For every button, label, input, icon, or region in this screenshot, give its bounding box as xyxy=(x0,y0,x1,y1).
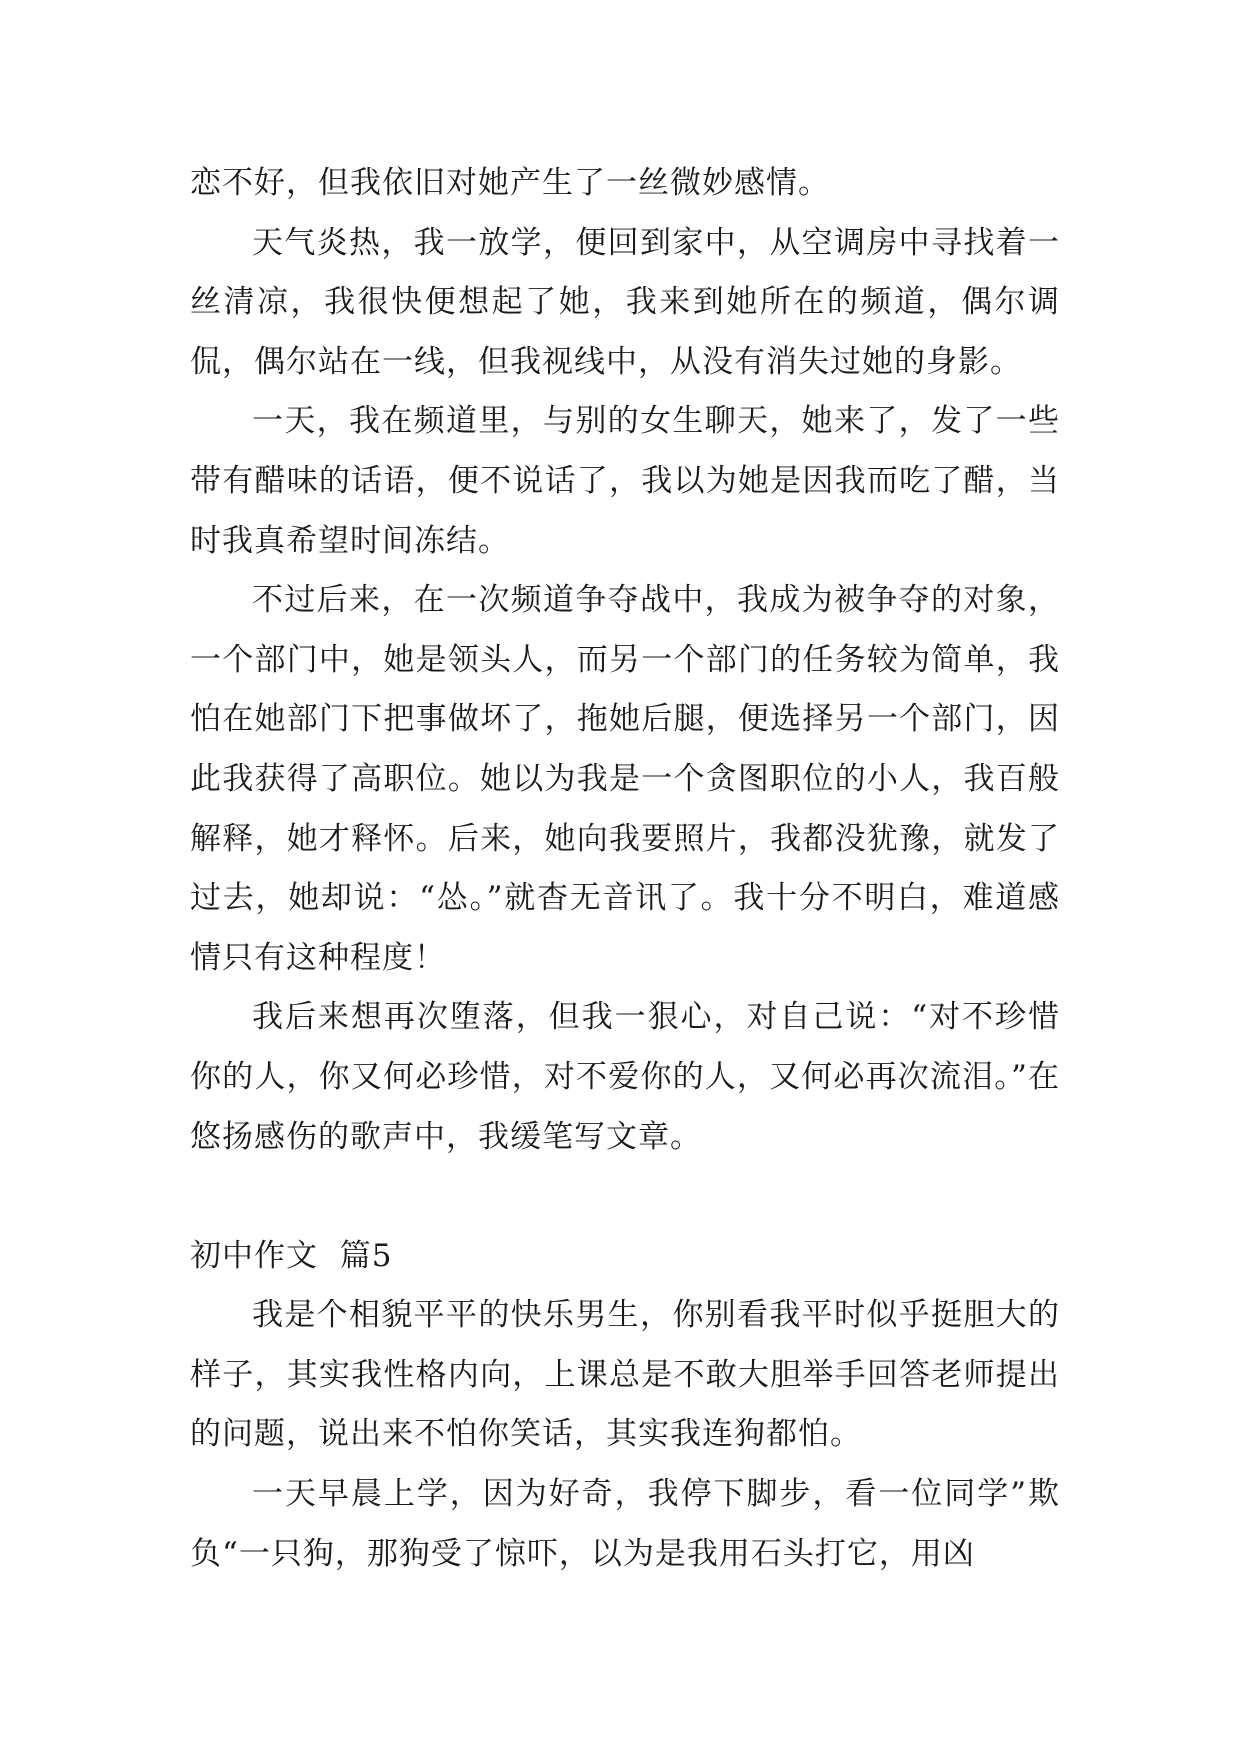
paragraph-6: 我是个相貌平平的快乐男生，你别看我平时似乎挺胆大的样子，其实我性格内向，上课总是不敢大胆举手回答老师提出的问题，说出来不怕你笑话，其实我连狗都怕。 xyxy=(190,1297,1060,1453)
paragraph-1: 恋不好，但我依旧对她产生了一丝微妙感情。 xyxy=(190,165,830,201)
paragraph-2: 天气炎热，我一放学，便回到家中，从空调房中寻找着一丝清凉，我很快便想起了她，我来到她所在的频道，偶尔调侃，偶尔站在一线，但我视线中，从没有消失过她的身影。 xyxy=(190,224,1060,380)
paragraph-4: 不过后来，在一次频道争夺战中，我成为被争夺的对象，一个部门中，她是领头人，而另一个部门的任务较为简单，我怕在她部门下把事做坏了，拖她后腿，便选择另一个部门，因此我获得了高职位。她以为我是一个贪图职位的小人，我百般解释，她才释怀。后来，她向我要照片，我都没犹豫，就发了过去，她却说：“怂。”就杳无音讯了。我十分不明白，难道感情只有这种程度！ xyxy=(190,582,1060,976)
document-body xyxy=(190,154,1060,1584)
section-title: 初中作文 篇5 xyxy=(190,1237,393,1274)
paragraph-5: 我后来想再次堕落，但我一狠心，对自己说：“对不珍惜你的人，你又何必珍惜，对不爱你的人，又何必再次流泪。”在悠扬感伤的歌声中，我缓笔写文章。 xyxy=(190,999,1060,1155)
paragraph-3: 一天，我在频道里，与别的女生聊天，她来了，发了一些带有醋味的话语，便不说话了，我以为她是因我而吃了醋，当时我真希望时间冻结。 xyxy=(190,403,1060,559)
paragraph-7: 一天早晨上学，因为好奇，我停下脚步，看一位同学”欺负“一只狗，那狗受了惊吓，以为是我用石头打它，用凶 xyxy=(190,1476,1060,1572)
